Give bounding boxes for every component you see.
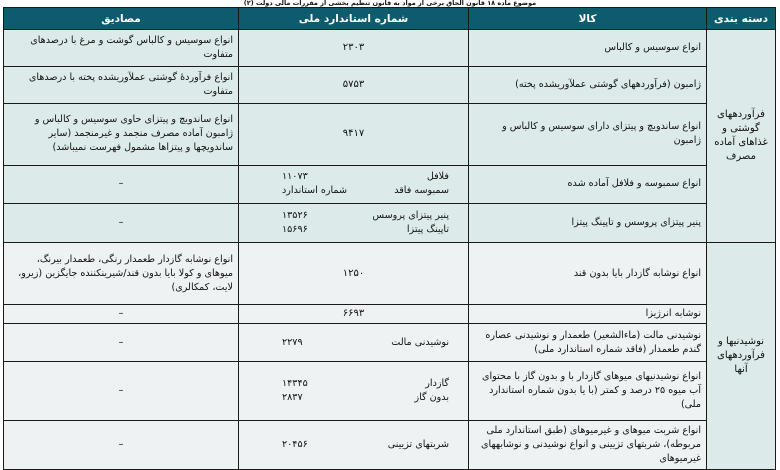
product-cell: انواع نوشیدنیهای میوهای گازدار با و بدون گاز با محتوای آب میوه ۲۵ درصد و کمتر (با یا بدون شماره استاندارد ملی): [469, 362, 707, 420]
table-row: [4, 166, 776, 204]
table-row: [4, 420, 776, 469]
standard-pair: [244, 223, 463, 237]
standard-cell: [239, 203, 469, 242]
standard-value: ۱۳۵۲۶: [282, 209, 308, 221]
standard-pair: [244, 184, 463, 198]
standard-value: ۱۵۶۹۶: [282, 223, 308, 235]
header-examples: مصادیق: [4, 8, 239, 30]
standard-cell: [239, 420, 469, 469]
standard-value: ۲۲۷۹: [282, 336, 303, 348]
standard-label: گازدار: [425, 378, 449, 390]
standard-pair: [244, 377, 463, 391]
standard-label: تاپینگ پیتزا: [406, 223, 449, 235]
standard-cell: ۱۲۵۰: [239, 242, 469, 304]
standard-value: ۱۱۰۷۳: [282, 171, 308, 183]
table-row: [4, 242, 776, 304]
examples-cell: انواع سوسیس و کالباس گوشت و مرغ با درصدهای متفاوت: [4, 30, 239, 67]
standard-label: شربتهای تزیینی: [387, 438, 449, 450]
table-row: [4, 305, 776, 323]
examples-cell: انواع فرآوردهٔ گوشتی عملآوریشده پخته با درصدهای متفاوت: [4, 66, 239, 103]
standard-cell: [239, 362, 469, 420]
standard-label: نوشیدنی مالت: [391, 336, 449, 348]
product-cell: انواع نوشابه گازدار بایا بدون قند: [469, 242, 707, 304]
standard-pair: [244, 391, 463, 405]
examples-cell: –: [4, 420, 239, 469]
header-row: [4, 8, 776, 30]
product-cell: پنیر پیتزای پروسس و تاپینگ پیتزا: [469, 203, 707, 242]
standard-cell: ۲۳۰۳: [239, 30, 469, 67]
product-cell: انواع سوسیس و کالباس: [469, 30, 707, 67]
table-row: [4, 30, 776, 67]
standard-value: ۲۸۳۷: [282, 392, 303, 404]
table-row: [4, 362, 776, 420]
standard-cell: ۶۶۹۳: [239, 305, 469, 323]
product-cell: انواع سمبوسه و فلافل آماده شده: [469, 166, 707, 204]
header-standard: شماره استاندارد ملی: [239, 8, 469, 30]
standard-value: ۱۴۳۴۵: [282, 378, 308, 390]
standard-label: بدون گاز: [414, 392, 449, 404]
header-group: دسته بندی: [707, 8, 776, 30]
standard-pair: [244, 170, 463, 184]
products-standards-table: [3, 7, 776, 470]
table-row: [4, 66, 776, 103]
examples-cell: –: [4, 362, 239, 420]
group-label: نوشیدنیها و فرآوردههای آنها: [707, 242, 776, 469]
examples-cell: –: [4, 166, 239, 204]
product-cell: انواع ساندویچ و پیتزای دارای سوسیس و کالباس و ژامبون: [469, 103, 707, 165]
examples-cell: –: [4, 323, 239, 362]
product-cell: انواع شربت میوهای و غیرمیوهای (طبق استاندارد ملی مربوطه)، شربتهای تزیینی و انواع نوشیدنی و نوشابههای غیرمیوهای: [469, 420, 707, 469]
standard-pair: [244, 438, 463, 452]
group-label: فرآوردههای گوشتی و غذاهای آماده مصرف: [707, 30, 776, 243]
standard-cell: [239, 323, 469, 362]
standard-value: شماره استاندارد: [282, 185, 348, 197]
examples-cell: –: [4, 203, 239, 242]
product-cell: نوشابه انرژیزا: [469, 305, 707, 323]
examples-cell: –: [4, 305, 239, 323]
standard-cell: ۹۴۱۷: [239, 103, 469, 165]
examples-cell: انواع نوشابه گازدار طعمدار رنگی، طعمدار بیرنگ، میوهای و کولا بایا بدون قند/شیرینکننده جایگزین (زیرو، لایت، کمکالری): [4, 242, 239, 304]
table-row: [4, 203, 776, 242]
standard-value: ۲۰۴۵۶: [282, 438, 308, 450]
table-row: [4, 323, 776, 362]
product-cell: نوشیدنی مالت (ماءالشعیر) طعمدار و نوشیدنی عصاره گندم طعمدار (فاقد شماره استاندارد ملی): [469, 323, 707, 362]
standard-pair: [244, 336, 463, 350]
standard-cell: [239, 166, 469, 204]
header-product: کالا: [469, 8, 707, 30]
standard-label: فلافل: [426, 171, 449, 183]
product-cell: ژامبون (فرآوردههای گوشتی عملآوریشده پخته): [469, 66, 707, 103]
document-caption: موضوع ماده ۱۸ قانون الحاق برخی از مواد به قانون تنظیم بخشی از مقررات مالی دولت (۲): [243, 0, 537, 7]
table-row: [4, 103, 776, 165]
standard-label: پنیر پیتزای پروسس: [372, 209, 449, 221]
standard-pair: [244, 209, 463, 223]
standard-cell: ۵۷۵۳: [239, 66, 469, 103]
examples-cell: انواع ساندویچ و پیتزای حاوی سوسیس و کالباس و ژامبون آماده مصرف منجمد و غیرمنجمد (سایر ساندویچها و پیتزاها مشمول فهرست نمیباشد): [4, 103, 239, 165]
standard-label: سمبوسه فاقد: [394, 185, 449, 197]
